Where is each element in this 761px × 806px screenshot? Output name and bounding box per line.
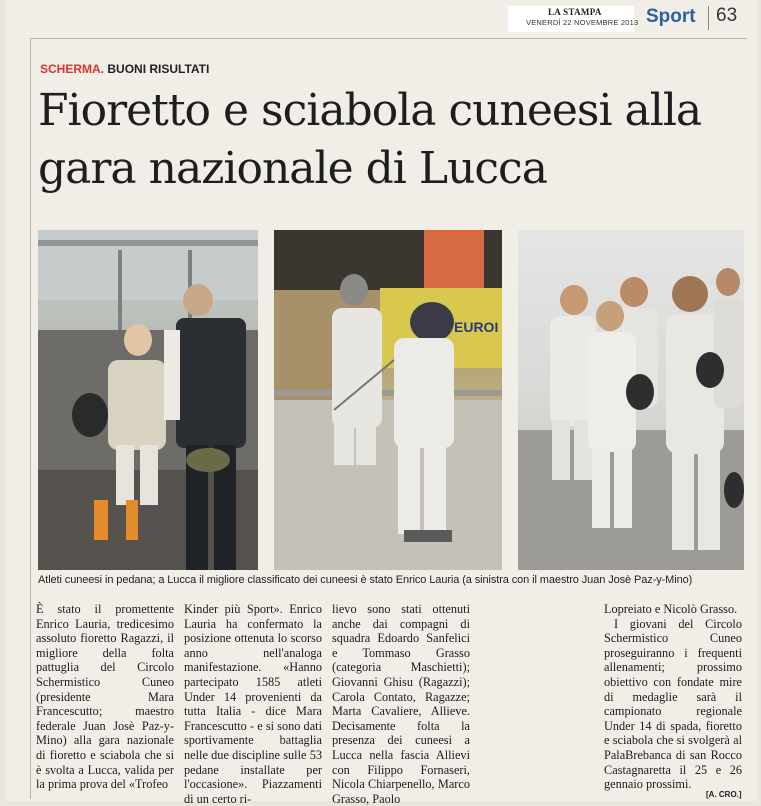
article-column-1: È stato il promettente Enrico Lauria, tredicesimo assoluto fioretto Ragazzi, il migliore della folta pattuglia del Circolo Schermistico Cuneo (presidente Mara Francescutto; maestro federale Juan Josè Paz-y-Mino) alla gara nazionale di fioretto e sciabola che si è svolta a Lucca, valida per la prima prova del «Trofeo [36,602,174,792]
photo-caption: Atleti cuneesi in pedana; a Lucca il migliore classificato dei cuneesi è stato Enrico Lauria (a sinistra con il maestro Juan Josè Paz-y-Mino) [38,574,693,586]
article-column-4 [604,602,742,792]
newspaper-name: LA STAMPA [548,7,602,17]
article-column-4-paragraph: I giovani del Circolo Schermistico Cuneo proseguiranno i frequenti allenamenti; prossimo obiettivo con fondate mire di medaglie sarà il campionato regionale Under 14 di spada, fioretto e sciabola che si svolgerà al PalaBrebanca di san Rocco Castagnaretta il 25 e 26 gennaio prossimi. [604,616,742,792]
issue-date: VENERDÌ 22 NOVEMBRE 2013 [526,18,639,27]
photo-3-illustration [518,230,744,570]
masthead-divider [708,6,709,30]
kicker-category: SCHERMA. [40,62,105,76]
article-column-2: Kinder più Sport». Enrico Lauria ha confermato la posizione ottenuta lo scorso anno nell'analoga manifestazione. «Hanno partecipato 1585 atleti Under 14 provenienti da tutta Italia - dice Mara Francescutto - e si sono dati sportivamente battaglia nelle due discipline sulle 53 pedane installate per l'occasione». Piazzamenti di un certo ri- [184,602,322,806]
kicker [40,62,209,76]
article-column-3: lievo sono stati ottenuti anche dai compagni di squadra Edoardo Sanfelici e Tommaso Grasso (categoria Maschietti); Giovanni Ghisu (Ragazzi); Carola Contato, Ragazze; Marta Cavaliere, Allieve. Decisamente folta la presenza dei cuneesi a Lucca nella fascia Allievi con Filippo Fornaseri, Nicola Chiarpenello, Marco Grasso, Paolo [332,602,470,806]
photo-2-illustration [274,230,502,570]
page-number: 63 [716,5,738,26]
kicker-tag: BUONI RISULTATI [107,62,210,76]
article-column-4-continuation: Lopreiato e Nicolò Grasso. [604,602,738,616]
headline: Fioretto e sciabola cuneesi alla gara nazionale di Lucca [38,85,702,194]
photo-1-illustration [38,230,258,570]
section-label: Sport [646,6,696,27]
photo-fencer-with-coach [38,230,258,570]
byline: [A. CRO.] [706,790,742,799]
photo-young-fencers-group [518,230,744,570]
photo-fencing-bout [274,230,502,570]
photo-2-banner-text: EUROI [454,319,499,335]
